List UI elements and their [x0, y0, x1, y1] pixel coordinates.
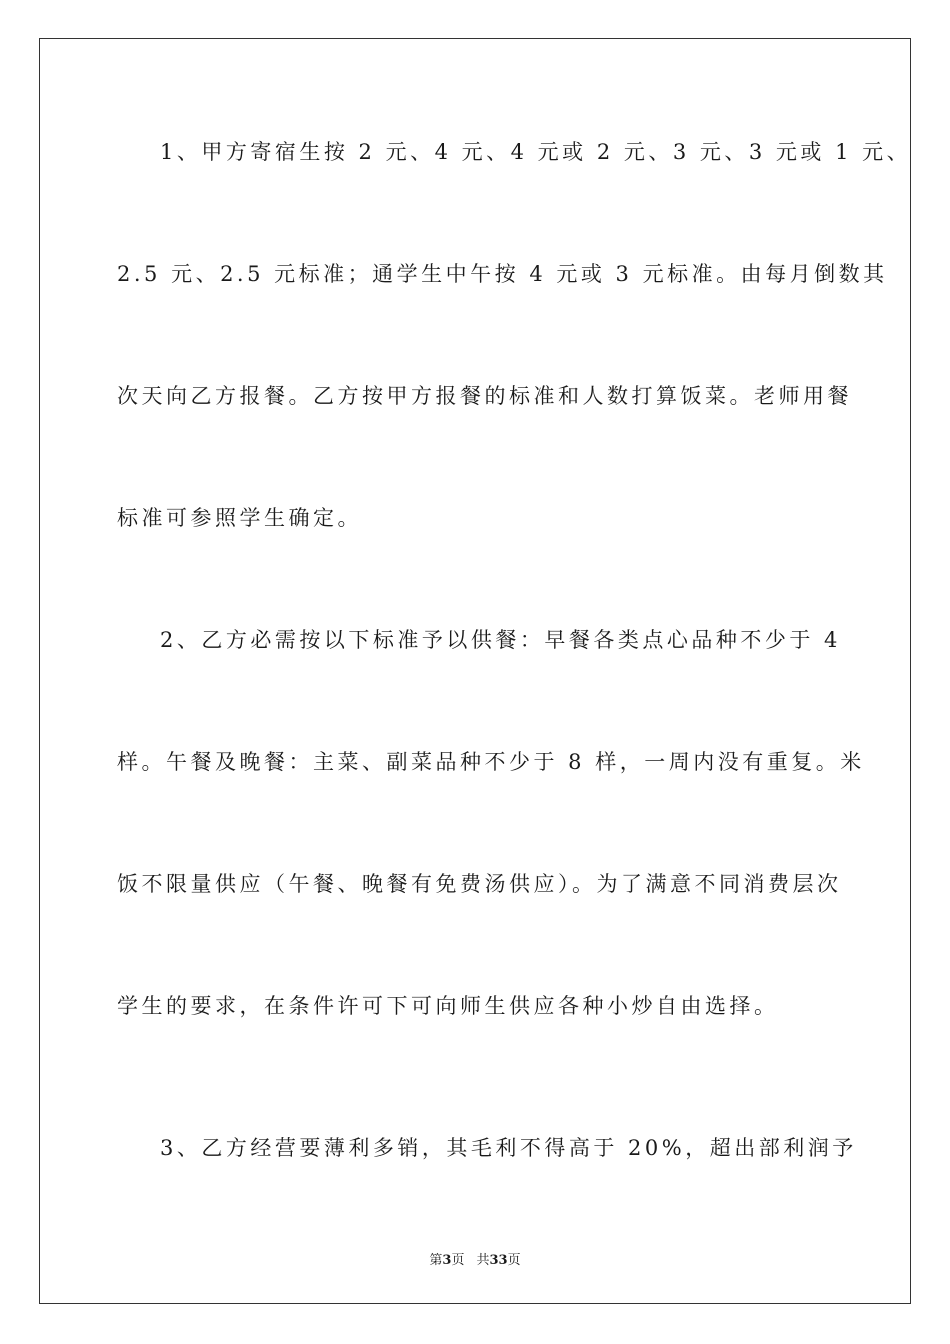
footer-total-suffix: 页 — [507, 1253, 521, 1268]
footer-total-prefix: 共 — [476, 1253, 490, 1268]
footer-page-prefix: 第 — [429, 1253, 443, 1268]
page-footer — [0, 1249, 950, 1268]
paragraph-2-line-2: 样。午餐及晚餐：主菜、副菜品种不少于 8 样，一周内没有重复。米 — [117, 750, 865, 774]
paragraph-1-line-1: 1、甲方寄宿生按 2 元、4 元、4 元或 2 元、3 元、3 元或 1 元、 — [160, 140, 912, 164]
paragraph-1-line-2: 2.5 元、2.5 元标准；通学生中午按 4 元或 3 元标准。由每月倒数其 — [117, 262, 888, 286]
page-frame — [39, 38, 911, 1304]
footer-page-suffix: 页 — [451, 1253, 465, 1268]
paragraph-1-line-4: 标准可参照学生确定。 — [117, 506, 362, 530]
paragraph-2-line-1: 2、乙方必需按以下标准予以供餐：早餐各类点心品种不少于 4 — [160, 628, 841, 652]
paragraph-1-line-3: 次天向乙方报餐。乙方按甲方报餐的标准和人数打算饭菜。老师用餐 — [117, 384, 852, 408]
paragraph-2-line-3: 饭不限量供应（午餐、晚餐有免费汤供应）。为了满意不同消费层次 — [117, 872, 842, 896]
footer-total-pages: 33 — [489, 1253, 508, 1268]
footer-page-number: 3 — [442, 1253, 452, 1268]
paragraph-2-line-4: 学生的要求，在条件许可下可向师生供应各种小炒自由选择。 — [117, 994, 779, 1018]
paragraph-3-line-1: 3、乙方经营要薄利多销，其毛利不得高于 20%，超出部利润予 — [160, 1136, 857, 1160]
